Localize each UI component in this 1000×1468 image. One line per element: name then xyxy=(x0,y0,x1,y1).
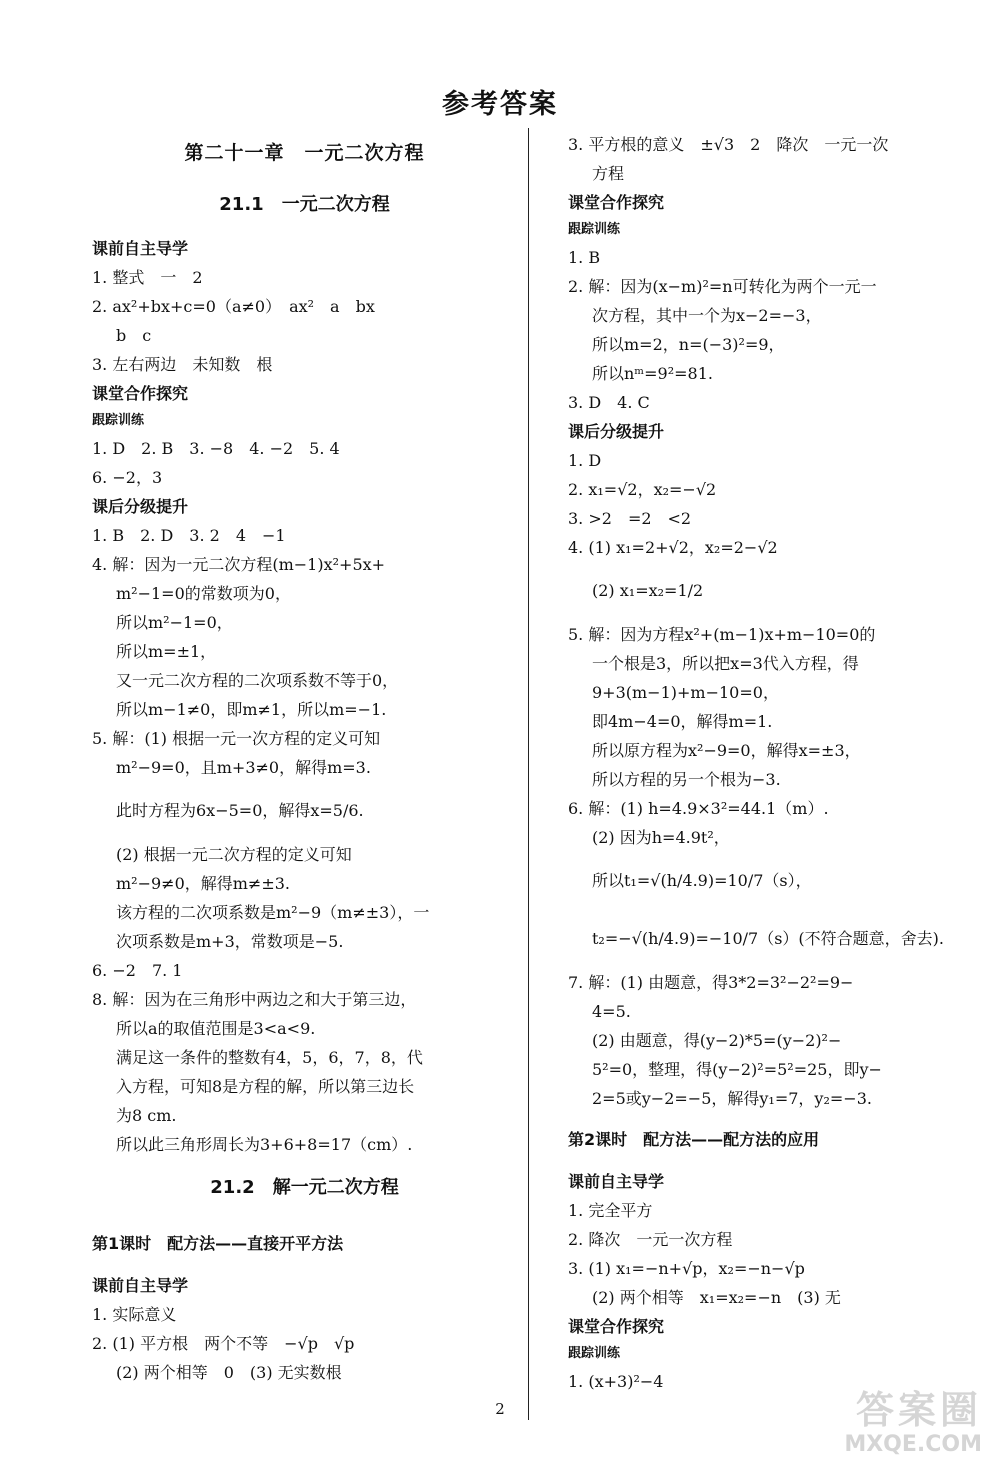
answer-line: 3. 平方根的意义 ±√3 2 降次 一元一次 xyxy=(568,135,889,154)
watermark-logo xyxy=(807,1388,982,1462)
answer-line: (2) 因为h=4.9t²， xyxy=(592,828,730,847)
answer-line: m²−9≠0，解得m≠±3. xyxy=(116,874,291,893)
section-heading: 21.1 一元二次方程 xyxy=(219,194,390,215)
answer-line: 所以方程的另一个根为−3. xyxy=(592,770,781,789)
answer-line: 8. 解：因为在三角形中两边之和大于第三边， xyxy=(92,990,417,1009)
answer-line: 1. (x+3)²−4 xyxy=(568,1372,664,1391)
answer-line: 次项系数是m+3，常数项是−5. xyxy=(116,932,344,951)
answer-line: 2. x₁=√2，x₂=−√2 xyxy=(568,480,717,499)
column-divider xyxy=(528,128,529,1420)
answer-line: 5. 解：因为方程x²+(m−1)x+m−10=0的 xyxy=(568,625,876,644)
answer-line: 1. 整式 一 2 xyxy=(92,268,203,287)
answer-line: 3. (1) x₁=−n+√p，x₂=−n−√p xyxy=(568,1259,805,1278)
section-heading: 21.2 解一元二次方程 xyxy=(210,1177,399,1198)
answer-line: 2. 解：因为(x−m)²=n可转化为两个一元一 xyxy=(568,277,877,296)
answer-line: 所以t₁=√(h/4.9)=10/7（s）， xyxy=(592,871,812,890)
answer-line: 2. 降次 一元一次方程 xyxy=(568,1230,733,1249)
answer-line: 1. D xyxy=(568,451,602,470)
answer-line: 所以m−1≠0，即m≠1，所以m=−1. xyxy=(116,700,387,719)
answer-line: 满足这一条件的整数有4，5，6，7，8，代 xyxy=(116,1048,423,1067)
right-column xyxy=(568,130,968,1396)
lesson-heading: 第1课时 配方法——直接开平方法 xyxy=(92,1234,344,1253)
answer-line: 即4m−4=0，解得m=1. xyxy=(592,712,773,731)
answer-line: (2) 两个相等 0 (3) 无实数根 xyxy=(116,1363,342,1382)
answer-line: 5²=0，整理，得(y−2)²=5²=25，即y− xyxy=(592,1060,882,1079)
subsection-heading: 课堂合作探究 xyxy=(92,384,189,403)
subsection-heading: 课前自主导学 xyxy=(92,239,189,258)
answer-line: 4. 解：因为一元二次方程(m−1)x²+5x+ xyxy=(92,555,386,574)
exercise-heading: 跟踪训练 xyxy=(568,222,621,237)
answer-line: 所以原方程为x²−9=0，解得x=±3， xyxy=(592,741,861,760)
answer-line: b c xyxy=(116,326,152,345)
answer-line: 入方程，可知8是方程的解，所以第三边长 xyxy=(116,1077,415,1096)
answer-line: 所以a的取值范围是3<a<9. xyxy=(116,1019,316,1038)
answer-line: 1. B 2. D 3. 2 4 −1 xyxy=(92,526,286,545)
answer-line: (2) 由题意，得(y−2)*5=(y−2)²− xyxy=(592,1031,842,1050)
answer-line: 所以m=2，n=(−3)²=9， xyxy=(592,335,785,354)
answer-line: 7. 解：(1) 由题意，得3*2=3²−2²=9− xyxy=(568,973,854,992)
answer-line: 所以m²−1=0， xyxy=(116,613,233,632)
exercise-heading: 跟踪训练 xyxy=(92,413,145,428)
subsection-heading: 课前自主导学 xyxy=(568,1172,665,1191)
watermark-top-text: 答案圈 xyxy=(855,1388,982,1432)
answer-line: 为8 cm. xyxy=(116,1106,177,1125)
answer-line: 所以nᵐ=9²=81. xyxy=(592,364,713,383)
answer-line: 6. −2，3 xyxy=(92,468,163,487)
answer-line: (2) 两个相等 x₁=x₂=−n (3) 无 xyxy=(592,1288,841,1307)
answer-line: 所以m=±1， xyxy=(116,642,217,661)
answer-line: 2. (1) 平方根 两个不等 −√p √p xyxy=(92,1334,355,1353)
answer-line: 方程 xyxy=(592,164,625,183)
answer-line: 6. −2 7. 1 xyxy=(92,961,183,980)
answer-line: 1. D 2. B 3. −8 4. −2 5. 4 xyxy=(92,439,340,458)
answer-line: 3. 左右两边 未知数 根 xyxy=(92,355,273,374)
answer-line: 次方程，其中一个为x−2=−3， xyxy=(592,306,822,325)
answer-line: t₂=−√(h/4.9)=−10/7（s）(不符合题意，舍去). xyxy=(592,929,945,948)
exercise-heading: 跟踪训练 xyxy=(568,1346,621,1361)
left-column xyxy=(92,130,517,1387)
answer-line: 所以此三角形周长为3+6+8=17（cm）. xyxy=(116,1135,413,1154)
answer-line: 4. (1) x₁=2+√2，x₂=2−√2 xyxy=(568,538,778,557)
answer-line: 3. >2 =2 <2 xyxy=(568,509,692,528)
lesson-heading: 第2课时 配方法——配方法的应用 xyxy=(568,1130,820,1149)
answer-line: m²−1=0的常数项为0， xyxy=(116,584,291,603)
answer-line: 5. 解：(1) 根据一元一次方程的定义可知 xyxy=(92,729,381,748)
chapter-heading: 第二十一章 一元二次方程 xyxy=(184,142,425,164)
answer-line: m²−9=0，且m+3≠0，解得m=3. xyxy=(116,758,371,777)
answer-line: (2) 根据一元二次方程的定义可知 xyxy=(116,845,352,864)
watermark-bottom-text: MXQE.COM xyxy=(844,1432,982,1457)
answer-line: 6. 解：(1) h=4.9×3²=44.1（m）. xyxy=(568,799,829,818)
page-number: 2 xyxy=(495,1400,505,1418)
answer-line: 1. 完全平方 xyxy=(568,1201,653,1220)
answer-line: 又一元二次方程的二次项系数不等于0， xyxy=(116,671,399,690)
subsection-heading: 课后分级提升 xyxy=(92,497,189,516)
page-title: 参考答案 xyxy=(442,89,558,120)
answer-line: 2. ax²+bx+c=0（a≠0） ax² a bx xyxy=(92,297,375,316)
subsection-heading: 课前自主导学 xyxy=(92,1276,189,1295)
answer-line: 1. 实际意义 xyxy=(92,1305,177,1324)
answer-line: 4=5. xyxy=(592,1002,631,1021)
answer-line: 该方程的二次项系数是m²−9（m≠±3），一 xyxy=(116,903,430,922)
answer-line: 一个根是3，所以把x=3代入方程，得 xyxy=(592,654,859,673)
answer-line: 1. B xyxy=(568,248,601,267)
answer-line: 9+3(m−1)+m−10=0， xyxy=(592,683,779,702)
answer-line: 2=5或y−2=−5，解得y₁=7，y₂=−3. xyxy=(592,1089,872,1108)
answer-line: 此时方程为6x−5=0，解得x=5/6. xyxy=(116,801,364,820)
subsection-heading: 课堂合作探究 xyxy=(568,1317,665,1336)
answer-line: (2) x₁=x₂=1/2 xyxy=(592,581,704,600)
subsection-heading: 课后分级提升 xyxy=(568,422,665,441)
answer-line: 3. D 4. C xyxy=(568,393,650,412)
subsection-heading: 课堂合作探究 xyxy=(568,193,665,212)
